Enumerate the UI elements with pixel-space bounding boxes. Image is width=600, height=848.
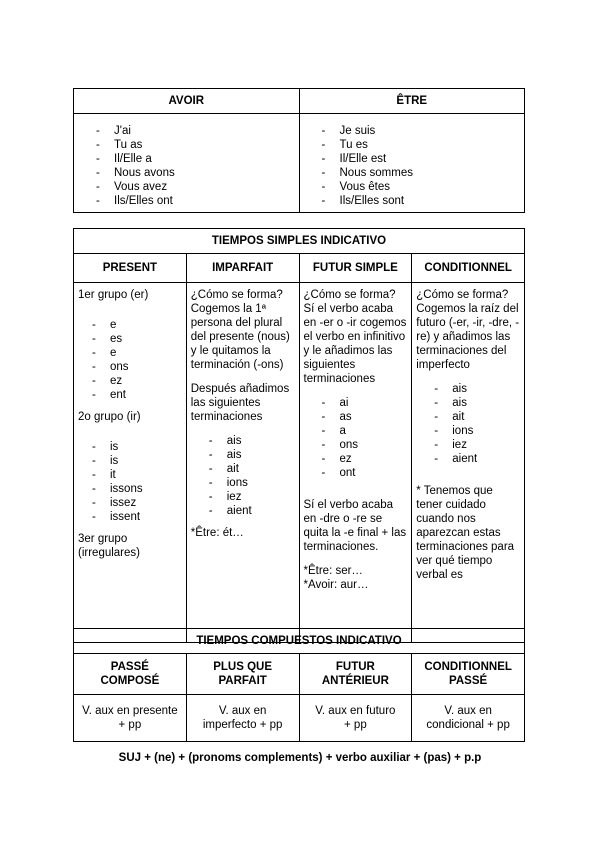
- formula-line: SUJ + (ne) + (pronoms complements) + verbo auxiliar + (pas) + p.p: [118, 752, 482, 764]
- list-item: - ent: [92, 389, 126, 401]
- list-item: - ais: [434, 397, 467, 409]
- imparfait-header: IMPARFAIT: [186, 254, 299, 283]
- tiempos-compuestos-table: [73, 628, 525, 742]
- conditionnel-note: * Tenemos que tener cuidado cuando nos aparezcan estas terminaciones para ver qué tiempo verbal es: [416, 485, 515, 581]
- list-item: - es: [92, 333, 123, 345]
- list-item: - Ils/Elles ont: [96, 195, 173, 207]
- group2-label: 2o grupo (ir): [78, 411, 141, 423]
- futur-text-1: ¿Cómo se forma? Sí el verbo acaba en -er o -ir cogemos el verbo en infinitivo y le añadimos las siguientes terminaciones: [303, 289, 407, 385]
- futur-text-2: Sí el verbo acaba en -dre o -re se quita la -e final + las terminaciones.: [303, 499, 407, 553]
- list-item: - ait: [208, 463, 239, 475]
- list-item: - is: [92, 441, 119, 453]
- list-item: - Il/Elle a: [96, 153, 152, 165]
- list-item: - ions: [434, 425, 474, 437]
- list-item: - Vous êtes: [321, 181, 391, 193]
- group3-label: 3er grupo (irregulares): [78, 533, 140, 559]
- list-item: - Je suis: [321, 125, 376, 137]
- futur-endings: [304, 396, 408, 480]
- imparfait-text-1: ¿Cómo se forma? Cogemos la 1ª persona del plural del presente (nous) y le quitamos la terminación (-ons): [190, 289, 290, 371]
- list-item: - Tu es: [321, 139, 368, 151]
- list-item: - issons: [92, 483, 143, 495]
- list-item: - is: [92, 455, 119, 467]
- etre-cell: [299, 114, 525, 213]
- tiempos-simples-title: TIEMPOS SIMPLES INDICATIVO: [74, 229, 525, 254]
- list-item: - Ils/Elles sont: [321, 195, 405, 207]
- futur-anterieur-cell: V. aux en futuro + pp: [299, 695, 412, 742]
- conditionnel-passe-header: CONDITIONNEL PASSÉ: [412, 654, 525, 695]
- tiempos-compuestos-title: TIEMPOS COMPUESTOS INDICATIVO: [74, 629, 525, 654]
- imparfait-endings: [191, 434, 295, 518]
- futur-simple-header: FUTUR SIMPLE: [299, 254, 412, 283]
- group1-endings: [78, 318, 182, 402]
- list-item: - Tu as: [96, 139, 143, 151]
- conditionnel-text-1: ¿Cómo se forma? Cogemos la raíz del futuro (-er, -ir, -dre, -re) y añadimos las terminaciones del imperfecto: [416, 289, 520, 371]
- passe-compose-cell: V. aux en presente + pp: [74, 695, 187, 742]
- list-item: - as: [321, 411, 352, 423]
- imparfait-note: *Être: ét…: [190, 527, 244, 539]
- conditionnel-header: CONDITIONNEL: [412, 254, 525, 283]
- present-header: PRESENT: [74, 254, 187, 283]
- list-item: - Nous sommes: [321, 167, 413, 179]
- list-item: - ez: [321, 453, 352, 465]
- avoir-etre-table: [73, 88, 525, 213]
- list-item: - ait: [434, 411, 465, 423]
- list-item: - iez: [434, 439, 467, 451]
- list-item: - iez: [208, 491, 242, 503]
- futur-simple-cell: [299, 283, 412, 643]
- list-item: - a: [321, 425, 346, 437]
- list-item: - ai: [321, 397, 349, 409]
- tiempos-simples-table: [73, 228, 525, 643]
- list-item: - Vous avez: [96, 181, 168, 193]
- avoir-header: AVOIR: [74, 89, 300, 114]
- futur-note-2: *Avoir: aur…: [303, 579, 369, 591]
- futur-note-1: *Être: ser…: [303, 565, 363, 577]
- plus-que-parfait-cell: V. aux en imperfecto + pp: [186, 695, 299, 742]
- list-item: - aient: [434, 453, 478, 465]
- list-item: - it: [92, 469, 116, 481]
- list-item: - ez: [92, 375, 123, 387]
- group2-endings: [78, 440, 182, 524]
- list-item: - ons: [92, 361, 129, 373]
- list-item: - issez: [92, 497, 137, 509]
- present-cell: [74, 283, 187, 643]
- conditionnel-endings: [416, 382, 520, 466]
- avoir-list: [74, 114, 299, 208]
- plus-que-parfait-header: PLUS QUE PARFAIT: [186, 654, 299, 695]
- imparfait-cell: [186, 283, 299, 643]
- conditionnel-passe-cell: V. aux en condicional + pp: [412, 695, 525, 742]
- list-item: - Nous avons: [96, 167, 175, 179]
- passe-compose-header: PASSÉ COMPOSÉ: [74, 654, 187, 695]
- futur-anterieur-header: FUTUR ANTÉRIEUR: [299, 654, 412, 695]
- imparfait-text-2: Después añadimos las siguientes terminaciones: [190, 383, 290, 423]
- list-item: - J'ai: [96, 125, 131, 137]
- list-item: - Il/Elle est: [321, 153, 387, 165]
- conditionnel-cell: [412, 283, 525, 643]
- list-item: - ont: [321, 467, 356, 479]
- etre-list: [300, 114, 525, 208]
- list-item: - e: [92, 347, 117, 359]
- list-item: - ais: [208, 449, 242, 461]
- list-item: - ais: [208, 435, 242, 447]
- list-item: - ais: [434, 383, 467, 395]
- list-item: - issent: [92, 511, 141, 523]
- group1-label: 1er grupo (er): [78, 289, 149, 301]
- list-item: - ions: [208, 477, 248, 489]
- list-item: - aient: [208, 505, 252, 517]
- avoir-cell: [74, 114, 300, 213]
- etre-header: ÊTRE: [299, 89, 525, 114]
- list-item: - e: [92, 319, 117, 331]
- list-item: - ons: [321, 439, 359, 451]
